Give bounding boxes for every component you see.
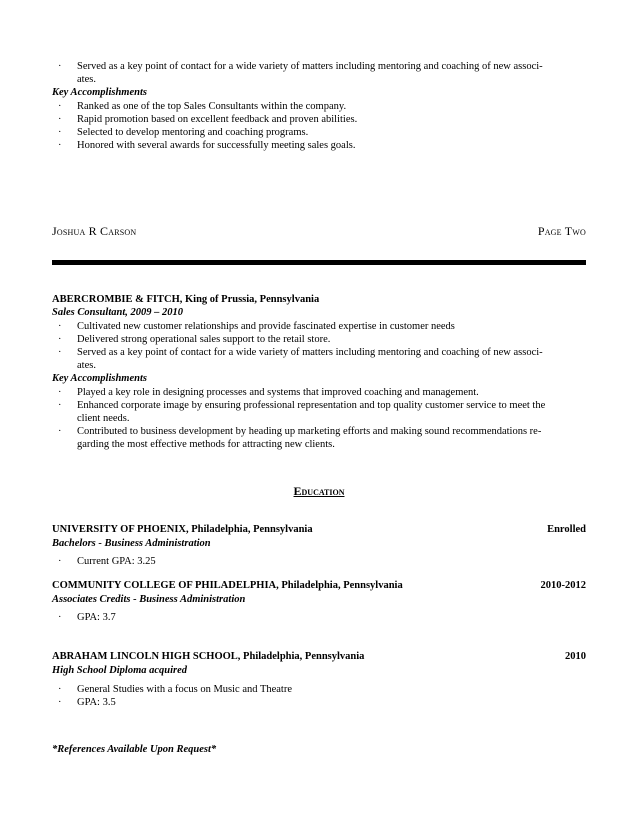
page-header xyxy=(52,224,586,238)
top-section xyxy=(52,60,586,152)
list-item: · Played a key role in designing processes and systems that improved coaching and management. xyxy=(58,387,479,398)
key-accomplishments-heading: Key Accomplishments xyxy=(52,373,147,384)
candidate-name: Joshua R Carson xyxy=(52,224,137,238)
school-name: COMMUNITY COLLEGE OF PHILADELPHIA, Philadelphia, Pennsylvania xyxy=(52,580,403,591)
references-note: *References Available Upon Request* xyxy=(52,744,217,755)
list-item: · Rapid promotion based on excellent feedback and proven abilities. xyxy=(58,114,358,125)
job-section xyxy=(52,293,586,451)
list-item: · Current GPA: 3.25 xyxy=(58,556,156,567)
list-item: · GPA: 3.5 xyxy=(58,697,116,708)
list-item: · Ranked as one of the top Sales Consultants within the company. xyxy=(58,101,347,112)
school-name: UNIVERSITY OF PHOENIX, Philadelphia, Pennsylvania xyxy=(52,524,313,535)
list-item: · Delivered strong operational sales support to the retail store. xyxy=(58,334,331,345)
list-item: · GPA: 3.7 xyxy=(58,612,116,623)
job-title: Sales Consultant, 2009 – 2010 xyxy=(52,307,183,318)
employer: ABERCROMBIE & FITCH, King of Prussia, Pennsylvania xyxy=(52,294,320,305)
list-item: · Contributed to business development by heading up marketing efforts and making sound recommendations re- garding the most effective methods for attracting new clients. xyxy=(58,426,542,450)
list-item: · Served as a key point of contact for a wide variety of matters including mentoring and coaching of new associ- ates. xyxy=(58,61,543,85)
list-item: · Served as a key point of contact for a wide variety of matters including mentoring and coaching of new associ- ates. xyxy=(58,347,543,371)
key-accomplishments-heading: Key Accomplishments xyxy=(52,87,147,98)
list-item: · Cultivated new customer relationships and provide fascinated expertise in customer needs xyxy=(58,321,455,332)
school-date: Enrolled xyxy=(547,524,586,535)
education-heading: Education xyxy=(293,484,345,498)
school-name: ABRAHAM LINCOLN HIGH SCHOOL, Philadelphia, Pennsylvania xyxy=(52,651,365,662)
list-item: · Selected to develop mentoring and coaching programs. xyxy=(58,127,309,138)
school-date: 2010 xyxy=(565,651,586,662)
page-label: Page Two xyxy=(537,224,586,238)
header-rule xyxy=(52,260,586,265)
school-entry xyxy=(52,523,586,568)
school-entry xyxy=(52,650,586,709)
degree: High School Diploma acquired xyxy=(52,665,188,676)
degree: Bachelors - Business Administration xyxy=(52,538,211,549)
list-item: · General Studies with a focus on Music and Theatre xyxy=(58,684,292,695)
degree: Associates Credits - Business Administration xyxy=(52,594,246,605)
list-item: · Honored with several awards for successfully meeting sales goals. xyxy=(58,140,356,151)
school-entry xyxy=(52,579,586,624)
list-item: · Enhanced corporate image by ensuring professional representation and top quality customer service to meet the client needs. xyxy=(58,400,546,424)
school-date: 2010-2012 xyxy=(540,580,586,591)
